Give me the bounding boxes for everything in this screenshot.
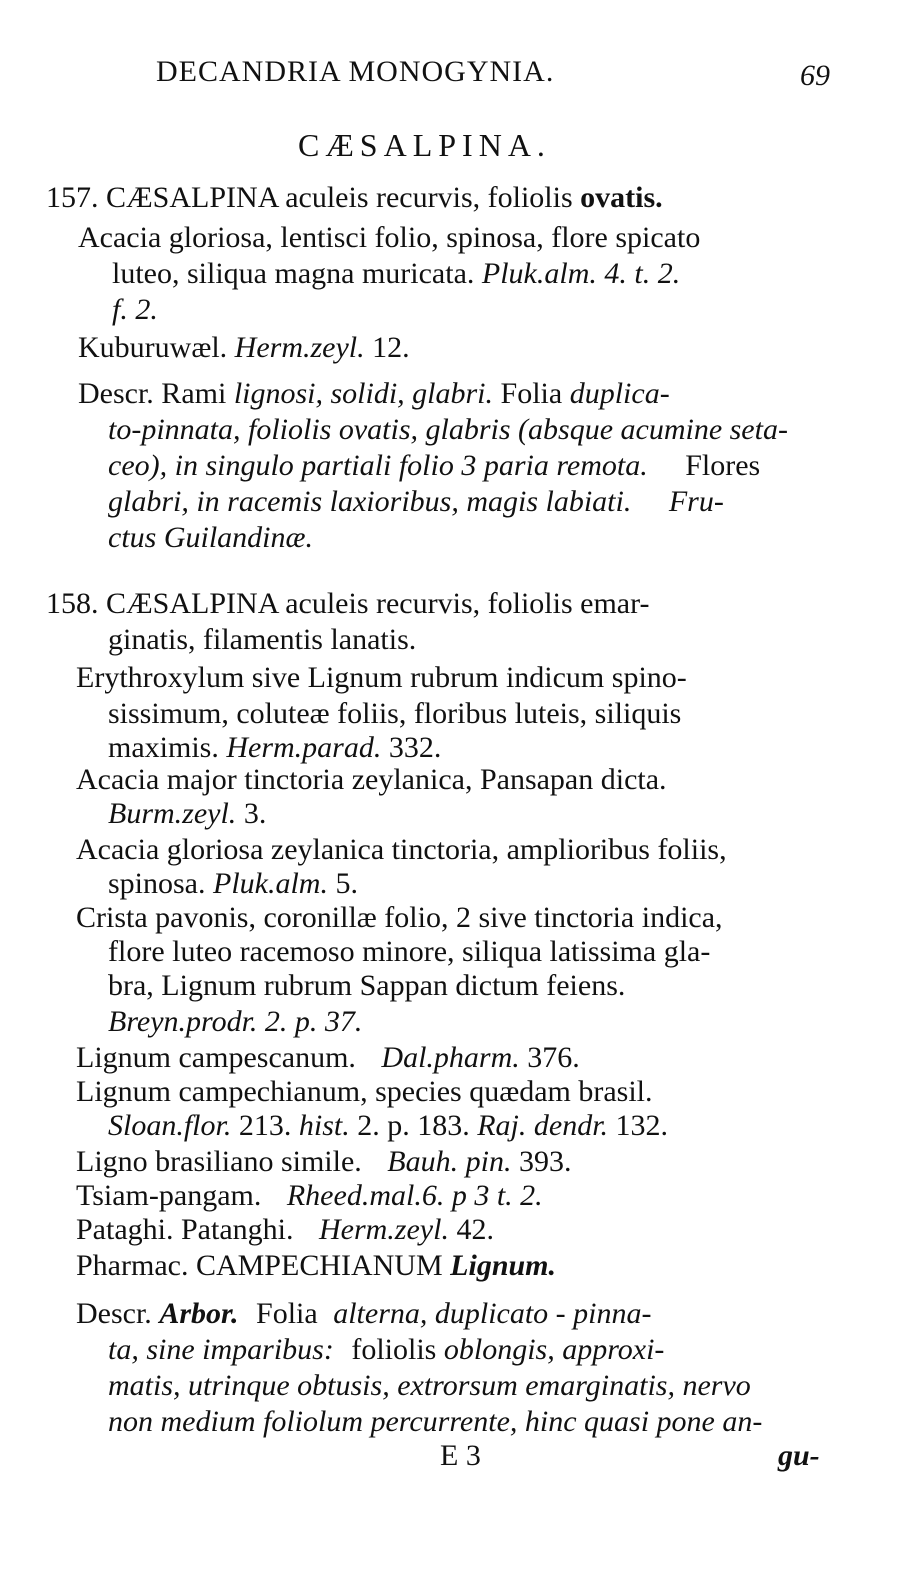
- citation: Burm.zeyl.: [108, 797, 237, 830]
- synonym-line: bra, Lignum rubrum Sappan dictum feiens.: [108, 969, 626, 1002]
- citation: Herm.parad.: [226, 731, 382, 764]
- citation-number: 132.: [608, 1109, 669, 1142]
- synonym-line: [108, 730, 441, 766]
- synonym-line: sissimum, coluteæ foliis, floribus luteis, siliquis: [108, 697, 682, 730]
- citation: Sloan.flor.: [108, 1109, 232, 1142]
- synonym-line: Acacia major tinctoria zeylanica, Pansapan dicta.: [76, 763, 667, 796]
- synonym-line: Erythroxylum sive Lignum rubrum indicum spino-: [76, 661, 687, 694]
- citation: Lignum.: [450, 1249, 557, 1282]
- citation: hist.: [298, 1109, 350, 1142]
- citation: Dal.pharm.: [381, 1041, 520, 1074]
- entry-number: 158.: [46, 587, 99, 620]
- signature-mark: E 3: [440, 1439, 481, 1472]
- citation-number: 376.: [519, 1041, 580, 1074]
- synonym-line: [108, 866, 358, 902]
- page-number: 69: [800, 59, 830, 92]
- synonym-text: luteo, siliqua magna muricata.: [112, 257, 482, 290]
- descr-text: ceo), in singulo partiali folio 3 paria remota.: [108, 449, 648, 482]
- descr-text: Flores: [677, 449, 761, 482]
- citation: Raj. dendr.: [477, 1109, 609, 1142]
- entry-158: [46, 586, 649, 622]
- description-line: non medium foliolum percurrente, hinc quasi pone an-: [108, 1405, 763, 1438]
- synonym-line: [78, 330, 410, 366]
- citation-number: 332.: [381, 731, 442, 764]
- descr-text: ta, sine imparibus:: [108, 1333, 334, 1366]
- synonym-text: maximis.: [108, 731, 227, 764]
- descr-text: duplica-: [569, 377, 670, 410]
- citation: Rheed.mal.: [286, 1179, 422, 1212]
- descr-text: Folia: [493, 377, 570, 410]
- citation-number: 3.: [236, 797, 267, 830]
- synonym-text: Tsiam-pangam.: [76, 1179, 269, 1212]
- entry-number: 157.: [46, 181, 99, 214]
- synonym-line: Acacia gloriosa, lentisci folio, spinosa, flore spicato: [78, 221, 701, 254]
- description-line: [78, 376, 670, 412]
- descr-text: foliolis: [343, 1333, 444, 1366]
- descr-text: Arbor.: [159, 1297, 239, 1330]
- citation: Herm.zeyl.: [234, 331, 365, 364]
- synonym-text: spinosa.: [108, 867, 213, 900]
- citation-number: 5.: [327, 867, 358, 900]
- citation: Pluk.alm. 4. t. 2.: [481, 257, 681, 290]
- synonym-line: [112, 256, 680, 292]
- description-line: [76, 1296, 652, 1332]
- synonym-line: flore luteo racemoso minore, siliqua latissima gla-: [108, 935, 711, 968]
- synonym-text: Lignum campescanum.: [76, 1041, 364, 1074]
- diagnosis-bold: ovatis.: [580, 181, 663, 214]
- citation-number: 393.: [511, 1145, 572, 1178]
- description-line: [108, 484, 724, 520]
- synonym-line: Lignum campechianum, species quædam brasil.: [76, 1075, 653, 1108]
- citation-number: 42.: [448, 1213, 494, 1246]
- descr-text: glabri, in racemis laxioribus, magis labiati.: [108, 485, 632, 518]
- descr-text: lignosi, solidi, glabri.: [233, 377, 494, 410]
- synonym-line: [76, 1040, 580, 1076]
- descr-label: Descr.: [76, 1297, 160, 1330]
- citation-number: 6. p 3 t. 2.: [421, 1179, 543, 1212]
- synonym-line: [108, 796, 266, 832]
- descr-text: alterna, duplicato - pinna-: [333, 1297, 652, 1330]
- citation: Pluk.alm.: [213, 867, 328, 900]
- synonym-line: [76, 1212, 494, 1248]
- description-line: ctus Guilandinæ.: [108, 521, 314, 554]
- synonym-line: [108, 1108, 668, 1144]
- citation: Breyn.prodr. 2. p. 37.: [108, 1005, 363, 1038]
- diagnosis-line: ginatis, filamentis lanatis.: [108, 623, 417, 656]
- description-line: to-pinnata, foliolis ovatis, glabris (absque acumine seta-: [108, 413, 788, 446]
- descr-text: oblongis, approxi-: [443, 1333, 665, 1366]
- synonym-line: [76, 1144, 571, 1180]
- description-line: [108, 448, 760, 484]
- descr-label: Descr. Rami: [78, 377, 234, 410]
- pharmac-line: [76, 1248, 556, 1284]
- citation-number: 213.: [231, 1109, 299, 1142]
- synonym-text: Kuburuwæl.: [78, 331, 235, 364]
- synonym-line: Acacia gloriosa zeylanica tinctoria, amplioribus foliis,: [76, 833, 727, 866]
- citation-number: 12.: [364, 331, 410, 364]
- diagnosis: CÆSALPINA aculeis recurvis, foliolis: [106, 181, 581, 214]
- diagnosis: CÆSALPINA aculeis recurvis, foliolis emar-: [106, 587, 650, 620]
- catchword: gu-: [778, 1439, 820, 1472]
- running-head: DECANDRIA MONOGYNIA.: [156, 55, 555, 88]
- description-line: matis, utrinque obtusis, extrorsum emarginatis, nervo: [108, 1369, 751, 1402]
- synonym-text: Ligno brasiliano simile.: [76, 1145, 370, 1178]
- citation-number: 2. p. 183.: [349, 1109, 478, 1142]
- entry-157: [46, 180, 663, 216]
- descr-text: Folia: [248, 1297, 326, 1330]
- synonym-line: Crista pavonis, coronillæ folio, 2 sive tinctoria indica,: [76, 901, 723, 934]
- descr-text: Fru-: [661, 485, 724, 518]
- citation: Bauh. pin.: [387, 1145, 512, 1178]
- synonym-text: Pataghi. Patanghi.: [76, 1213, 301, 1246]
- description-line: [108, 1332, 664, 1368]
- citation: Herm.zeyl.: [318, 1213, 449, 1246]
- synonym-line: [76, 1178, 543, 1214]
- synonym-text: Pharmac. CAMPECHIANUM: [76, 1249, 451, 1282]
- genus-title: CÆSALPINA.: [298, 127, 551, 163]
- citation: f. 2.: [112, 293, 158, 326]
